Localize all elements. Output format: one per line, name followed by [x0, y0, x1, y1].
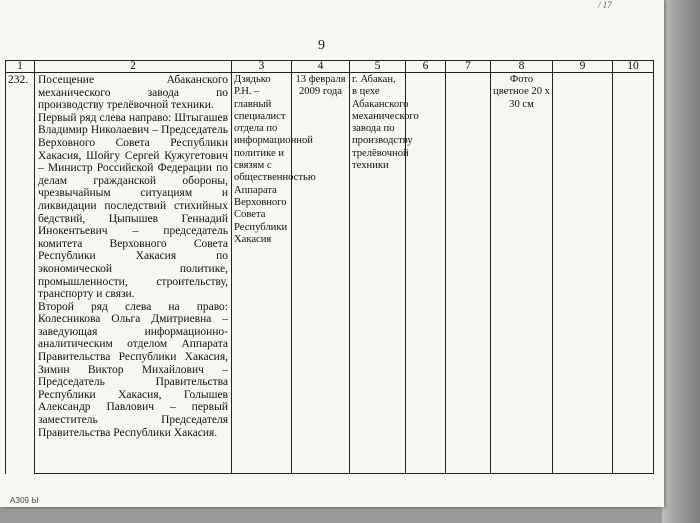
page-number: 9 [318, 38, 325, 53]
column-header-4: 4 [292, 61, 350, 73]
column-header-3: 3 [232, 61, 292, 73]
author-cell [232, 73, 316, 474]
column-6-text [406, 73, 445, 74]
column-header-2: 2 [35, 61, 232, 73]
entry-number: 232. [8, 74, 29, 86]
column-header-10: 10 [613, 61, 654, 73]
column-9-cell [553, 73, 613, 474]
format-cell [491, 73, 553, 474]
column-6-cell [406, 73, 446, 474]
description-title: Посещение Абаканского механического завода по производству трелёвочной техники. [38, 74, 228, 112]
corner-mark: / 17 [598, 0, 612, 10]
column-header-1: 1 [6, 61, 35, 73]
place-text: г. Абакан, в цехе Абаканского механического завода по производству трелёвочной техники [352, 74, 419, 172]
entry-number-cell [6, 73, 35, 474]
column-number-row [6, 61, 654, 73]
footer-code: АЗ09 Ы [10, 496, 39, 505]
column-7-text [446, 73, 490, 74]
table-row [6, 73, 654, 474]
description-first-row: Первый ряд слева направо: Штыгашев Владимир Николаевич – Председатель Верховного Совета Республики Хакасия, Шойгу Сергей Кужугетович – Министр Российской Федерации по делам гражданской обороны, чрезвычайным ситуациям и ликвидации последствий стихийных бедствий, Цыпышев Геннадий Инокентьевич – председатель комитета Верховного Совета Республики Хакасия по экономической политике, промышленности, строительству, транспорту и связи. [38, 111, 228, 301]
author-text: Дзядько Р.Н. – главный специалист отдела по информационной политике и связям с общественностью Аппарата Верховного Совета Республики Хакасия [234, 74, 316, 245]
description-cell [35, 73, 232, 474]
date-cell [292, 73, 350, 474]
date-text: 13 февраля 2009 года [295, 74, 346, 98]
column-10-cell [613, 73, 654, 474]
column-header-7: 7 [446, 61, 491, 73]
description-second-row: Второй ряд слева на право: Колесникова Ольга Дмитриевна – заведующая информационно-аналитическим отделом Аппарата Правительства Республики Хакасия, Зимин Виктор Михайлович – Председатель Правительства Республики Хакасия, Голышев Александр Павлович – первый заместитель Председателя Правительства Республики Хакасия. [38, 300, 228, 439]
column-10-text [613, 73, 653, 74]
register-table [5, 60, 654, 474]
place-cell [350, 73, 419, 474]
format-text: Фото цветное 20 х 30 см [493, 74, 550, 110]
column-header-9: 9 [553, 61, 613, 73]
column-header-5: 5 [350, 61, 406, 73]
column-9-text [553, 73, 612, 74]
column-header-6: 6 [406, 61, 446, 73]
column-7-cell [446, 73, 491, 474]
column-header-8: 8 [491, 61, 553, 73]
scanner-background [662, 0, 700, 523]
